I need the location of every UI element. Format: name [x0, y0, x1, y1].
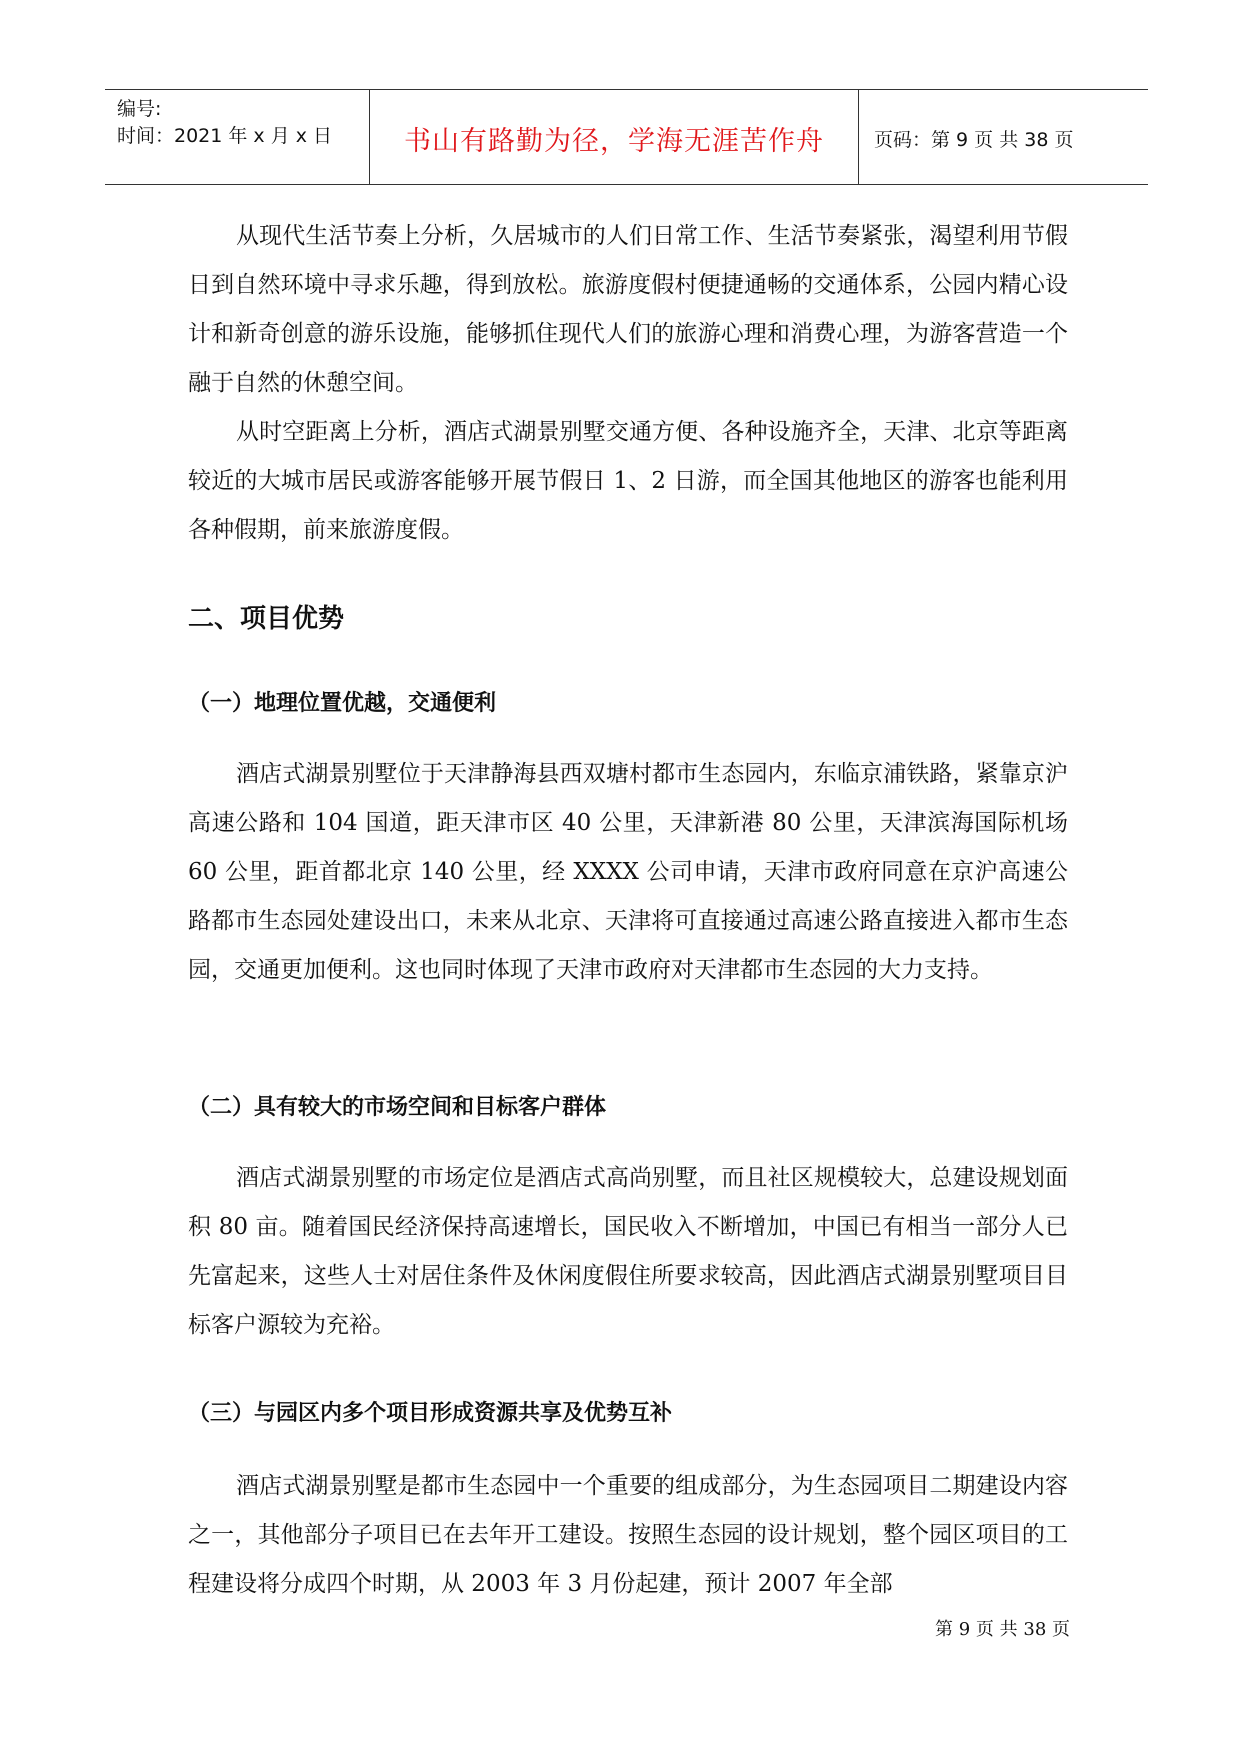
- resources-paragraph-block: [188, 1462, 1068, 1609]
- header-motto: 书山有路勤为径，学海无涯苦作舟: [404, 126, 824, 157]
- subsection-title-market: （二）具有较大的市场空间和目标客户群体: [188, 1095, 607, 1120]
- paragraph-location: 酒店式湖景别墅位于天津静海县西双塘村都市生态园内，东临京浦铁路，紧靠京沪高速公路和 104 国道，距天津市区 40 公里，天津新港 80 公里，天津滨海国际机场 60 公里，距首都北京 140 公里，经 XXXX 公司申请，天津市政府同意在京沪高速公路都市生态园处建设出口，未来从北京、天津将可直接通过高速公路直接进入都市生态园，交通更加便利。这也同时体现了天津市政府对天津都市生态园的大力支持。: [188, 761, 1068, 983]
- location-paragraph-block: [188, 750, 1068, 995]
- subsection-title-resources: （三）与园区内多个项目形成资源共享及优势互补: [188, 1401, 673, 1426]
- header-right-cell: [860, 90, 1148, 184]
- paragraph-modern-life: 从现代生活节奏上分析，久居城市的人们日常工作、生活节奏紧张，渴望利用节假日到自然环境中寻求乐趣，得到放松。旅游度假村便捷通畅的交通体系，公园内精心设计和新奇创意的游乐设施，能够抓住现代人们的旅游心理和消费心理，为游客营造一个融于自然的休憩空间。: [188, 223, 1068, 396]
- intro-paragraphs: [188, 212, 1068, 555]
- section-title: 二、项目优势: [188, 604, 345, 634]
- header-left-cell: [105, 90, 370, 184]
- header-page-code: 页码：第 9 页 共 38 页: [874, 129, 1074, 151]
- paragraph-resources: 酒店式湖景别墅是都市生态园中一个重要的组成部分，为生态园项目二期建设内容之一，其他部分子项目已在去年开工建设。按照生态园的设计规划，整个园区项目的工程建设将分成四个时期，从 2003 年 3 月份起建，预计 2007 年全部: [188, 1473, 1068, 1597]
- paragraph-market: 酒店式湖景别墅的市场定位是酒店式高尚别墅，而且社区规模较大，总建设规划面积 80 亩。随着国民经济保持高速增长，国民收入不断增加，中国已有相当一部分人已先富起来，这些人士对居住条件及休闲度假住所要求较高，因此酒店式湖景别墅项目目标客户源较为充裕。: [188, 1165, 1068, 1338]
- subsection-title-location: （一）地理位置优越，交通便利: [188, 691, 497, 716]
- paragraph-distance: 从时空距离上分析，酒店式湖景别墅交通方便、各种设施齐全，天津、北京等距离较近的大城市居民或游客能够开展节假日 1、2 日游，而全国其他地区的游客也能利用各种假期，前来旅游度假。: [188, 419, 1068, 543]
- document-number-label: 编号:: [117, 98, 162, 120]
- page-footer: 第 9 页 共 38 页: [935, 1619, 1070, 1640]
- header-middle-cell: [370, 90, 859, 184]
- document-time-label: 时间：2021 年 x 月 x 日: [117, 125, 333, 147]
- market-paragraph-block: [188, 1154, 1068, 1350]
- page-header: [105, 89, 1148, 185]
